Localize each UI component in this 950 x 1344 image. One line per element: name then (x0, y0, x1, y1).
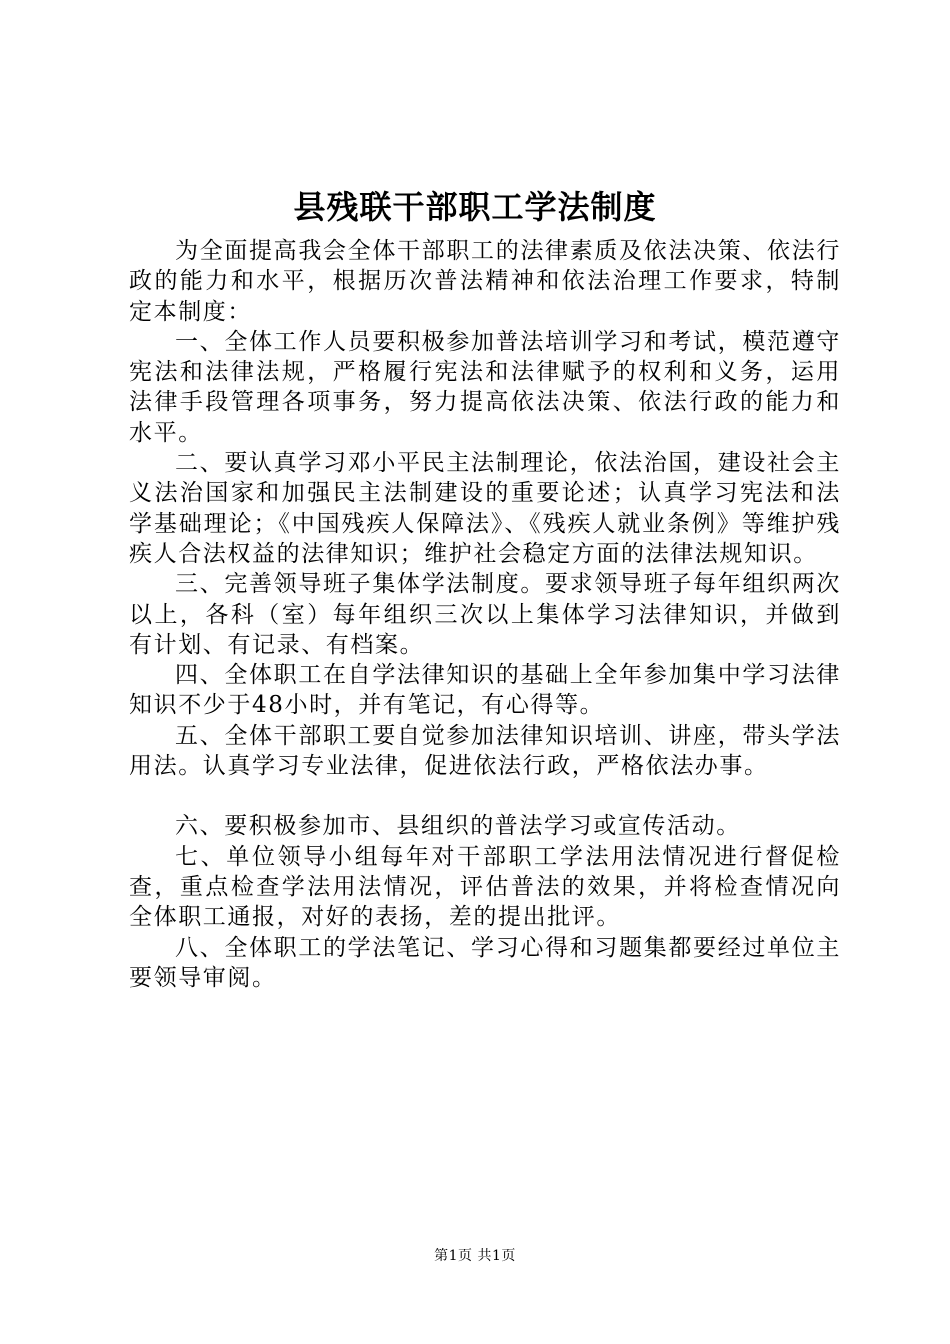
document-title: 县残联干部职工学法制度 (293, 188, 657, 226)
rule-paragraph-5: 五、全体干部职工要自觉参加法律知识培训、讲座，带头学法用法。认真学习专业法律，促进依法行政，严格依法办事。 (129, 722, 841, 780)
document-body (129, 236, 841, 993)
rule-paragraph-8: 八、全体职工的学法笔记、学习心得和习题集都要经过单位主要领导审阅。 (129, 934, 841, 991)
rule-paragraph-7: 七、单位领导小组每年对干部职工学法用法情况进行督促检查，重点检查学法用法情况，评估普法的效果，并将检查情况向全体职工通报，对好的表扬，差的提出批评。 (129, 843, 841, 931)
rule-paragraph-1: 一、全体工作人员要积极参加普法培训学习和考试，模范遵守宪法和法律法规，严格履行宪法和法律赋予的权利和义务，运用法律手段管理各项事务，努力提高依法决策、依法行政的能力和水平。 (129, 328, 841, 446)
intro-paragraph: 为全面提高我会全体干部职工的法律素质及依法决策、依法行政的能力和水平，根据历次普法精神和依法治理工作要求，特制定本制度： (129, 238, 841, 325)
rule-paragraph-4: 四、全体职工在自学法律知识的基础上全年参加集中学习法律知识不少于48小时，并有笔记，有心得等。 (129, 662, 841, 719)
rule-paragraph-6: 六、要积极参加市、县组织的普法学习或宣传活动。 (175, 813, 741, 840)
rule-paragraph-3: 三、完善领导班子集体学法制度。要求领导班子每年组织两次以上，各科（室）每年组织三次以上集体学习法律知识，并做到有计划、有记录、有档案。 (129, 571, 841, 658)
page-footer: 第1页 共1页 (434, 1248, 516, 1264)
rule-paragraph-2: 二、要认真学习邓小平民主法制理论，依法治国，建设社会主义法治国家和加强民主法制建设的重要论述；认真学习宪法和法学基础理论；《中国残疾人保障法》、《残疾人就业条例》等维护残疾人合法权益的法律知识；维护社会稳定方面的法律法规知识。 (129, 450, 841, 567)
